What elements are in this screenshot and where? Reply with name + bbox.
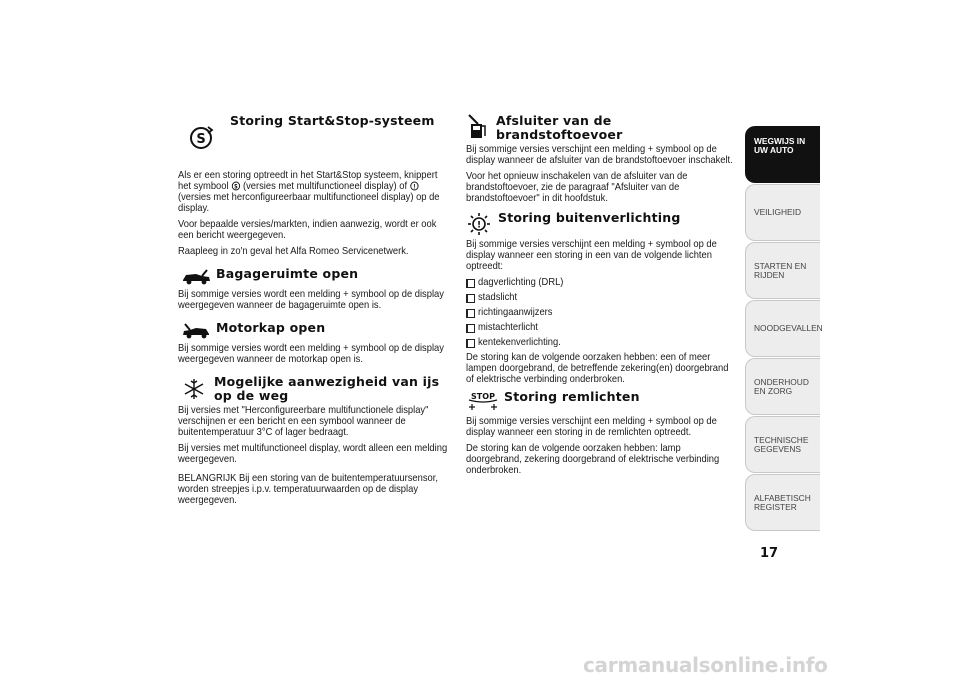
section-ice xyxy=(178,375,450,405)
tab-alfabetisch-register[interactable] xyxy=(745,474,820,531)
checkbox-bullet-icon xyxy=(466,324,475,333)
start-stop-icon xyxy=(186,122,216,152)
section-exterior-lights xyxy=(466,209,738,239)
svg-text:!: ! xyxy=(476,220,482,231)
section-boot-open xyxy=(178,267,450,289)
tab-wegwijs-in-uw-auto[interactable] xyxy=(745,126,820,183)
tab-label: ONDERHOUD EN ZORG xyxy=(754,376,809,396)
exterior-lights-paragraph-2: De storing kan de volgende oorzaken hebben: een of meer lampen doorgebrand, de betreffende zekering(en) doorgebrand of elektrische verbinding onderbroken. xyxy=(466,352,729,385)
section-bonnet-open xyxy=(178,321,450,343)
warning-circle-small-icon xyxy=(410,181,419,191)
tab-label: TECHNISCHE GEGEVENS xyxy=(754,434,809,454)
exterior-lights-list xyxy=(466,277,738,348)
list-item xyxy=(466,307,738,318)
list-item xyxy=(466,337,738,348)
exterior-lights-title: Storing buitenverlichting xyxy=(498,210,681,225)
watermark: carmanualsonline.info xyxy=(583,653,828,677)
fuel-cutoff-paragraph-1: Bij sommige versies verschijnt een melding + symbool op de display wanneer de afsluiter van de brandstoftoevoer inschakelt. xyxy=(466,144,733,166)
fuel-cutoff-title: Afsluiter van de brandstoftoevoer xyxy=(496,113,623,142)
ice-paragraph-1: Bij versies met "Herconfigureerbare multifunctionele display" verschijnen er een bericht en een symbool wanneer de buitentemperatuur 3°C of lager bedraagt. xyxy=(178,405,429,438)
stop-light-fault-icon xyxy=(466,390,500,412)
start-stop-text-a: Als er een storing optreedt in het Start&Stop systeem, knippert het symbool xyxy=(178,170,438,192)
tab-label: NOODGEVALLEN xyxy=(754,323,823,333)
bonnet-open-title: Motorkap open xyxy=(216,320,326,335)
list-item xyxy=(466,277,738,288)
list-item-label: dagverlichting (DRL) xyxy=(478,277,564,288)
tab-onderhoud-en-zorg[interactable] xyxy=(745,358,820,415)
svg-text:S: S xyxy=(233,184,238,191)
list-item-label: richtingaanwijzers xyxy=(478,307,553,318)
start-stop-paragraph-2: Voor bepaalde versies/markten, indien aanwezig, wordt er ook een bericht weergegeven. xyxy=(178,219,437,241)
brake-lights-paragraph-2: De storing kan de volgende oorzaken hebben: lamp doorgebrand, zekering doorgebrand of elektrische verbinding onderbroken. xyxy=(466,443,720,476)
boot-open-paragraph: Bij sommige versies wordt een melding + symbool op de display weergegeven wanneer de bagageruimte open is. xyxy=(178,289,444,311)
start-stop-text-b: (versies met multifunctioneel display) of xyxy=(242,181,408,192)
car-trunk-open-icon xyxy=(180,269,212,285)
list-item-label: stadslicht xyxy=(478,292,518,303)
checkbox-bullet-icon xyxy=(466,309,475,318)
svg-text:!: ! xyxy=(413,184,416,191)
start-stop-title: Storing Start&Stop-systeem xyxy=(230,113,435,128)
tab-noodgevallen[interactable] xyxy=(745,300,823,357)
tab-technische-gegevens[interactable] xyxy=(745,416,820,473)
section-brake-lights xyxy=(466,390,738,416)
tab-label: VEILIGHEID xyxy=(754,207,802,217)
ice-title: Mogelijke aanwezigheid van ijs op de weg xyxy=(214,374,440,403)
exterior-lights-paragraph-1: Bij sommige versies verschijnt een melding + symbool op de display wanneer een storing in een van de volgende lichten optreedt: xyxy=(466,239,717,272)
fuel-cutoff-icon xyxy=(466,114,488,140)
list-item xyxy=(466,322,738,333)
ice-paragraph-2: Bij versies met multifunctioneel display, wordt alleen een melding weergegeven. xyxy=(178,443,448,465)
bonnet-open-paragraph: Bij sommige versies wordt een melding + symbool op de display weergegeven wanneer de motorkap open is. xyxy=(178,343,444,365)
section-fuel-cutoff xyxy=(466,108,738,144)
right-column xyxy=(466,108,738,481)
start-stop-paragraph-1 xyxy=(178,170,448,214)
svg-text:STOP: STOP xyxy=(471,392,495,401)
tab-label: WEGWIJS IN UW AUTO xyxy=(754,136,806,155)
tab-label: STARTEN EN RIJDEN xyxy=(754,260,807,280)
list-item-label: kentekenverlichting. xyxy=(478,337,561,348)
start-stop-text-c: (versies met herconfigureerbaar multifunctioneel display) op de display. xyxy=(178,192,440,214)
tab-veiligheid[interactable] xyxy=(745,184,820,241)
tab-label: ALFABETISCH REGISTER xyxy=(754,492,811,512)
exterior-light-fault-icon xyxy=(466,211,492,237)
list-item-label: mistachterlicht xyxy=(478,322,538,333)
snowflake-icon xyxy=(182,377,206,401)
start-stop-small-icon xyxy=(231,181,240,191)
car-bonnet-open-icon xyxy=(180,323,212,339)
start-stop-paragraph-3: Raapleeg in zo'n geval het Alfa Romeo Servicenetwerk. xyxy=(178,246,409,257)
list-item xyxy=(466,292,738,303)
brake-lights-title: Storing remlichten xyxy=(504,389,640,404)
checkbox-bullet-icon xyxy=(466,339,475,348)
svg-text:S: S xyxy=(196,132,206,147)
section-start-stop xyxy=(178,108,450,170)
checkbox-bullet-icon xyxy=(466,294,475,303)
brake-lights-paragraph-1: Bij sommige versies verschijnt een melding + symbool op de display wanneer een storing in de remlichten optreedt. xyxy=(466,416,717,438)
page-number: 17 xyxy=(760,546,779,561)
fuel-cutoff-paragraph-2: Voor het opnieuw inschakelen van de afsluiter van de brandstoftoevoer, zie de paragraaf "Afsluiter van de brandstoftoevoer" in dit hoofdstuk. xyxy=(466,171,688,204)
left-column xyxy=(178,108,450,511)
boot-open-title: Bagageruimte open xyxy=(216,266,359,281)
checkbox-bullet-icon xyxy=(466,279,475,288)
tab-starten-en-rijden[interactable] xyxy=(745,242,820,299)
ice-paragraph-3: BELANGRIJK Bij een storing van de buitentemperatuursensor, worden streepjes i.p.v. temperatuurwaarden op de display weergegeven. xyxy=(178,473,438,506)
